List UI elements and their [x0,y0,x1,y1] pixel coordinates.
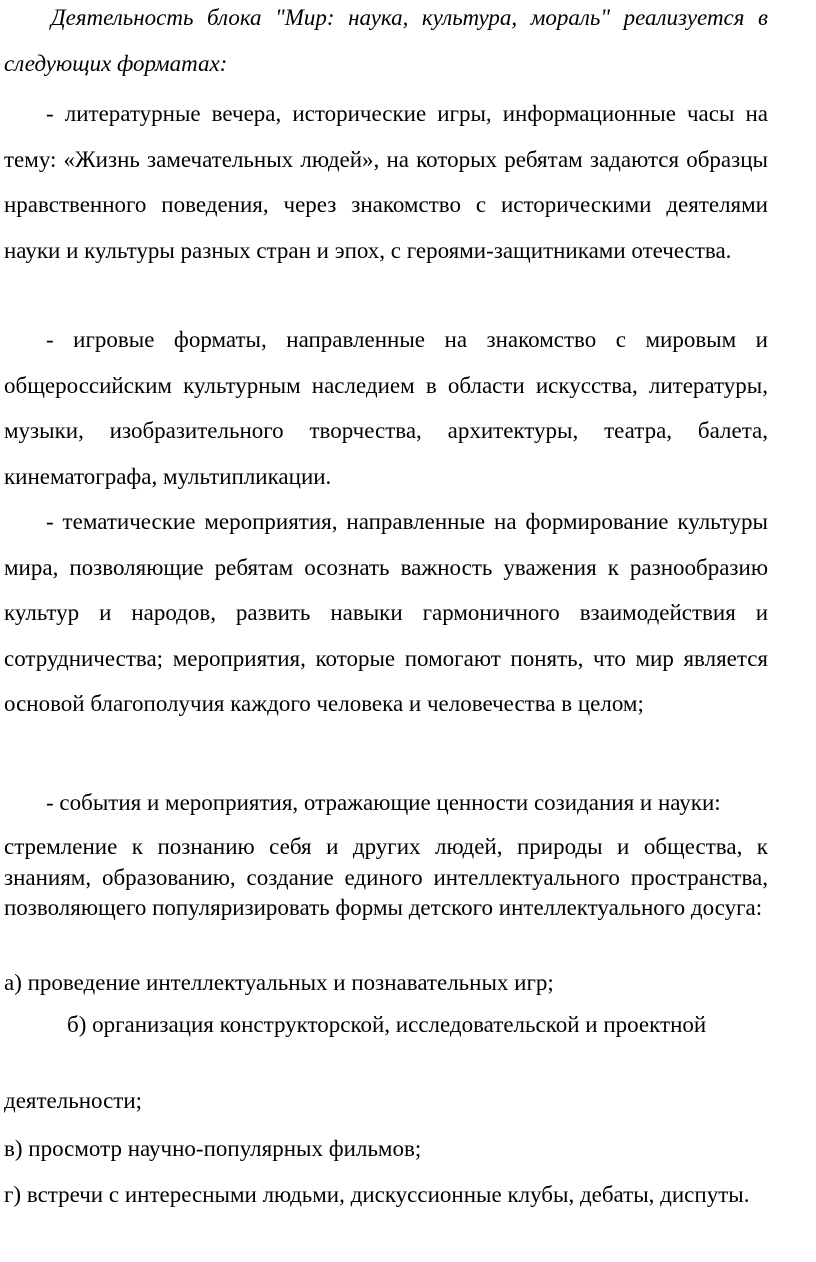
list-item-g: г) встречи с интересными людьми, дискуссионные клубы, дебаты, диспуты. [4,1182,750,1207]
bullet-thematic-events: - тематические мероприятия, направленные на формирование культуры мира, позволяющие ребятам осознать важность уважения к разнообразию культур и народов, развить навыки гармоничного взаимодействия и сотрудничества; мероприятия, которые помогают понять, что мир является основой благополучия каждого человека и человечества в целом; [4,509,768,716]
continuation-paragraph: стремление к познанию себя и других людей, природы и общества, к знаниям, образованию, создание единого интеллектуального пространства, позволяющего популяризировать формы детского интеллектуального досуга: [4,834,768,920]
list-item-b: б) организация конструкторской, исследовательской и проектной [67,1012,707,1037]
bullet-creation-science-events: - события и мероприятия, отражающие ценности созидания и науки: [46,790,721,815]
bullet-game-formats: - игровые форматы, направленные на знакомство с мировым и общероссийским культурным наследием в области искусства, литературы, музыки, изобразительного творчества, архитектуры, театра, балета, кинематографа, мультипликации. [4,327,768,489]
list-item-v: в) просмотр научно-популярных фильмов; [4,1136,422,1161]
intro-paragraph: Деятельность блока "Мир: наука, культура, мораль" реализуется в следующих форматах: [4,5,768,76]
list-item-b-continuation: деятельности; [4,1088,143,1113]
bullet-literary-evenings: - литературные вечера, исторические игры, информационные часы на тему: «Жизнь замечательных людей», на которых ребятам задаются образцы нравственного поведения, через знакомство с историческими деятелями науки и культуры разных стран и эпох, с героями-защитниками отечества. [4,101,768,263]
list-item-a: а) проведение интеллектуальных и познавательных игр; [4,970,554,995]
